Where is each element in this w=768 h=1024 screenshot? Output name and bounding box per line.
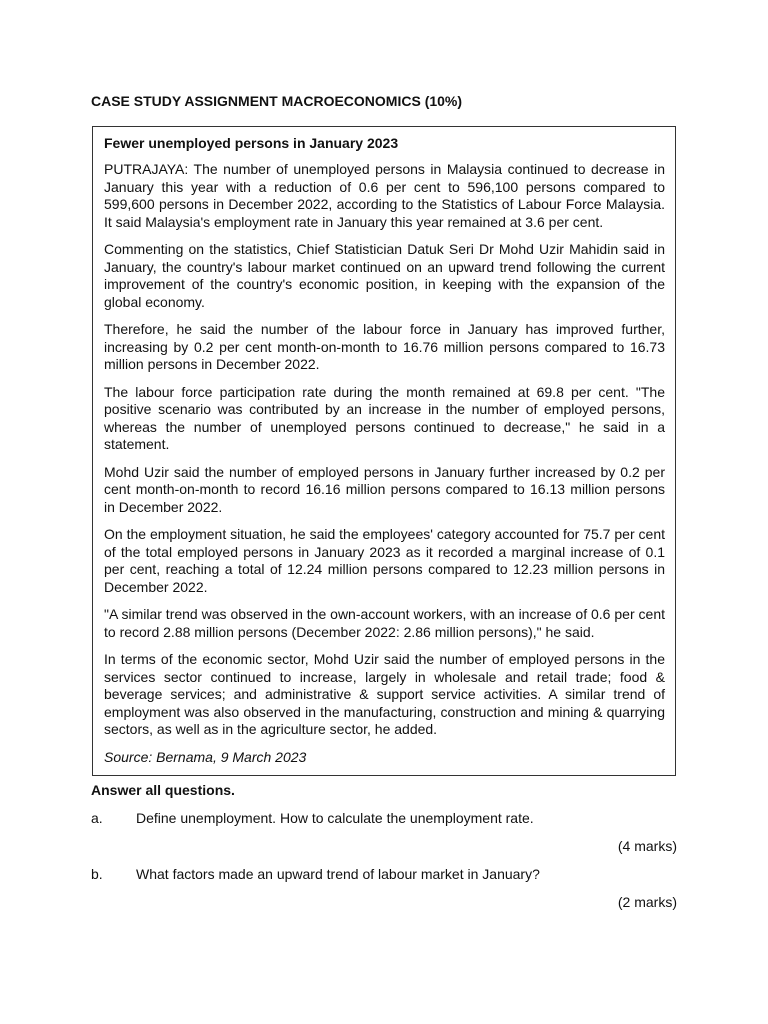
question-a-label: a. bbox=[91, 810, 103, 826]
article-paragraph-3: Therefore, he said the number of the labour force in January has improved further, increasing by 0.2 per cent month-on-month to 16.76 million persons compared to 16.73 million persons in December 2022. bbox=[104, 321, 665, 372]
article-source: Source: Bernama, 9 March 2023 bbox=[104, 748, 307, 765]
article-paragraph-4: The labour force participation rate during the month remained at 69.8 per cent. "The positive scenario was contributed by an increase in the number of employed persons, whereas the number of unemployed persons continued to decrease," he said in a statement. bbox=[104, 383, 665, 452]
document-title: CASE STUDY ASSIGNMENT MACROECONOMICS (10%) bbox=[91, 93, 463, 109]
question-b-marks: (2 marks) bbox=[617, 894, 677, 910]
question-b-label: b. bbox=[91, 866, 103, 882]
article-paragraph-8: In terms of the economic sector, Mohd Uzir said the number of employed persons in the services sector continued to increase, largely in wholesale and retail trade; food & beverage services; and administrative & support service activities. A similar trend of employment was also observed in the manufacturing, construction and mining & quarrying sectors, as well as in the agriculture sector, he added. bbox=[104, 651, 665, 737]
question-a-marks: (4 marks) bbox=[617, 838, 677, 854]
question-b-text: What factors made an upward trend of labour market in January? bbox=[136, 866, 540, 882]
article-paragraph-7: "A similar trend was observed in the own-account workers, with an increase of 0.6 per cent to record 2.88 million persons (December 2022: 2.86 million persons)," he said. bbox=[104, 606, 665, 640]
article-paragraph-6: On the employment situation, he said the employees' category accounted for 75.7 per cent of the total employed persons in January 2023 as it recorded a marginal increase of 0.1 per cent, reaching a total of 12.24 million persons compared to 12.23 million persons in December 2022. bbox=[104, 526, 665, 595]
question-a-text: Define unemployment. How to calculate the unemployment rate. bbox=[136, 810, 534, 826]
article-box bbox=[92, 126, 676, 776]
article-paragraph-5: Mohd Uzir said the number of employed persons in January further increased by 0.2 per cent month-on-month to record 16.16 million persons compared to 16.13 million persons in December 2022. bbox=[104, 463, 665, 515]
questions-instructions: Answer all questions. bbox=[91, 782, 235, 798]
article-headline: Fewer unemployed persons in January 2023 bbox=[104, 135, 399, 151]
article-paragraph-1: PUTRAJAYA: The number of unemployed persons in Malaysia continued to decrease in January this year with a reduction of 0.6 per cent to 596,100 persons compared to 599,600 persons in December 2022, according to the Statistics of Labour Force Malaysia. It said Malaysia's employment rate in January this year remained at 3.6 per cent. bbox=[104, 161, 665, 230]
article-paragraph-2: Commenting on the statistics, Chief Statistician Datuk Seri Dr Mohd Uzir Mahidin said in January, the country's labour market continued on an upward trend following the current improvement of the country's economic position, in keeping with the expansion of the global economy. bbox=[104, 241, 665, 310]
